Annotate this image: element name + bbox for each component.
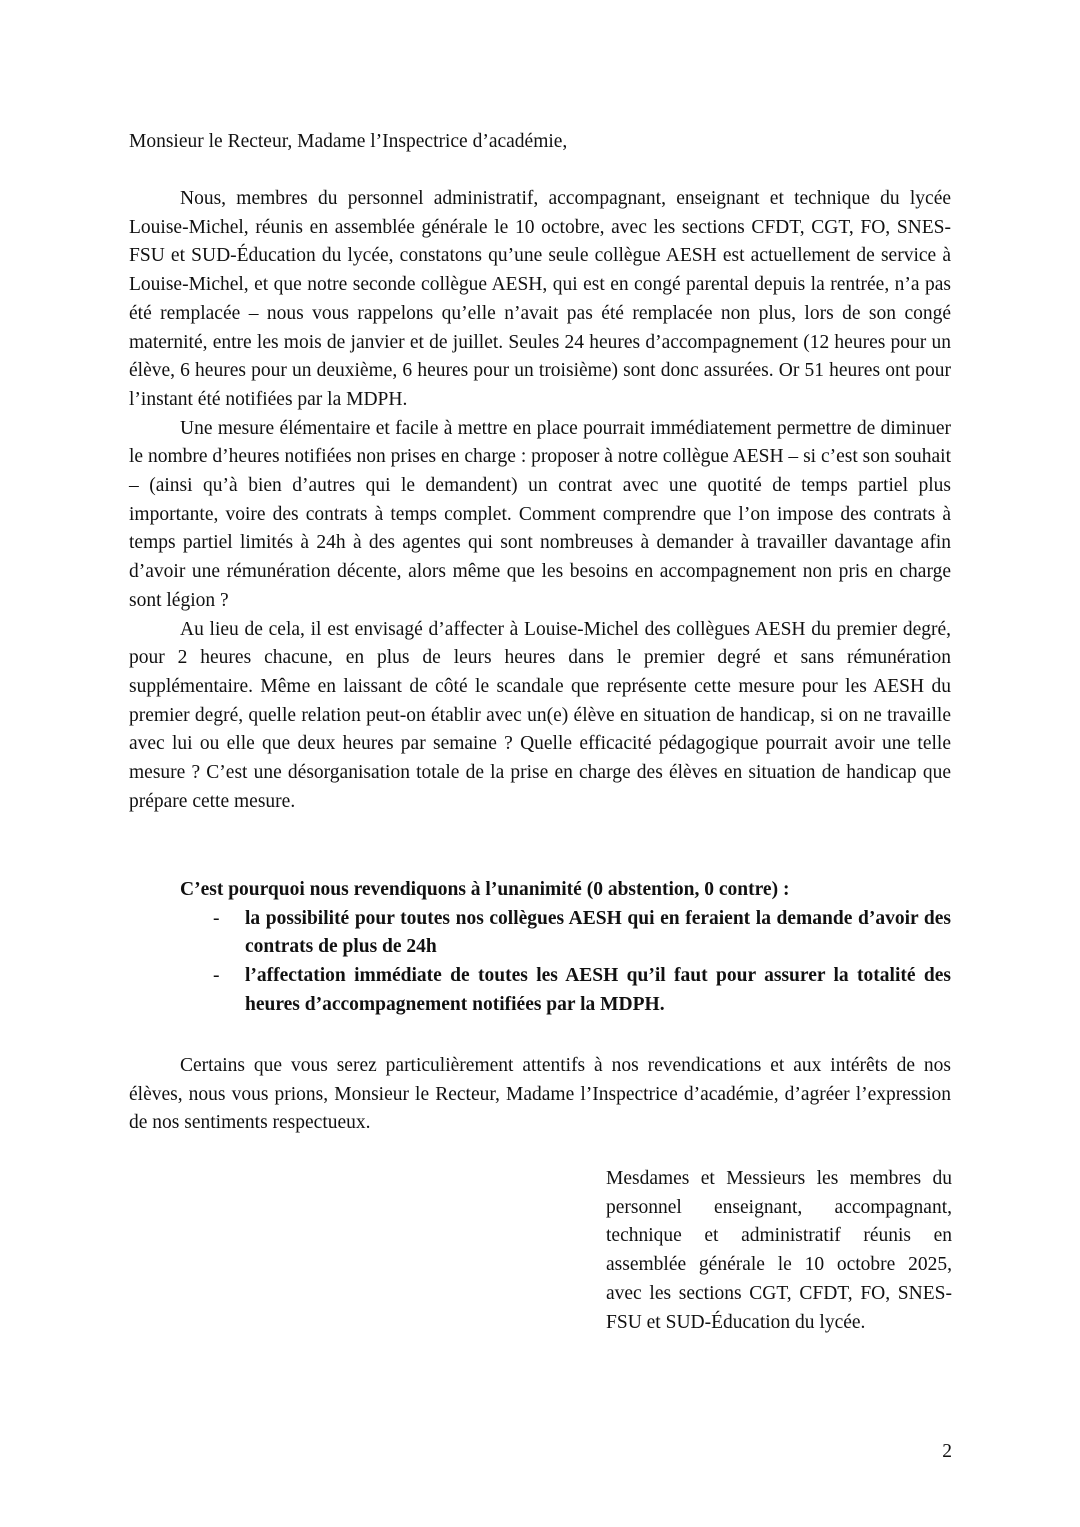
- demands-list: [129, 905, 951, 1020]
- demands-lead: C’est pourquoi nous revendiquons à l’unanimité (0 abstention, 0 contre) :: [180, 879, 790, 900]
- paragraph-situation: Nous, membres du personnel administratif, accompagnant, enseignant et technique du lycée Louise-Michel, réunis en assemblée générale le 10 octobre, avec les sections CFDT, CGT, FO, SNES-FSU et SUD-Éducation du lycée, constatons qu’une seule collègue AESH est actuellement de service à Louise-Michel, et que notre seconde collègue AESH, qui est en congé parental depuis la rentrée, n’a pas été remplacée – nous vous rappelons qu’elle n’avait pas été remplacée non plus, lors de son congé maternité, entre les mois de janvier et de juillet. Seules 24 heures d’accompagnement (12 heures pour un élève, 6 heures pour un deuxième, 6 heures pour un troisième) sont donc assurées. Or 51 heures ont pour l’instant été notifiées par la MDPH.: [129, 188, 951, 410]
- bullet-dash: -: [213, 965, 220, 987]
- paragraph-proposal: Une mesure élémentaire et facile à mettre en place pourrait immédiatement permettre de diminuer le nombre d’heures notifiées non prises en charge : proposer à notre collègue AESH – si c’est son souhait – (ainsi qu’à bien d’autres qui le demandent) un contrat avec une quotité de temps partiel plus importante, voire des contrats à temps complet. Comment comprendre que l’on impose des contrats à temps partiel limités à 24h à des agentes qui sont nombreuses à demander à travailler davantage afin d’avoir une rémunération décente, alors même que les besoins en accompagnement non pris en charge sont légion ?: [129, 417, 951, 611]
- closing-section: [129, 1052, 951, 1138]
- paragraph-objection: Au lieu de cela, il est envisagé d’affecter à Louise-Michel des collègues AESH du premier degré, pour 2 heures chacune, en plus de leurs heures dans le premier degré et sans rémunération supplémentaire. Même en laissant de côté le scandale que représente cette mesure pour les AESH du premier degré, quelle relation peut-on établir avec un(e) élève en situation de handicap, si on ne travaille avec lui ou elle que deux heures par semaine ? Quelle efficacité pédagogique pourrait avoir une telle mesure ? C’est une désorganisation totale de la prise en charge des élèves en situation de handicap que prépare cette mesure.: [129, 618, 951, 812]
- signature-block: Mesdames et Messieurs les membres du personnel enseignant, accompagnant, technique et administratif réunis en assemblée générale le 10 octobre 2025, avec les sections CGT, CFDT, FO, SNES-FSU et SUD-Éducation du lycée.: [606, 1168, 952, 1333]
- demand-item: [129, 905, 951, 962]
- demand-text: la possibilité pour toutes nos collègues AESH qui en feraient la demande d’avoir des contrats de plus de 24h: [245, 907, 951, 958]
- page-number: 2: [942, 1441, 952, 1462]
- salutation: Monsieur le Recteur, Madame l’Inspectrice d’académie,: [129, 131, 568, 152]
- bullet-dash: -: [213, 907, 220, 929]
- demand-text: l’affectation immédiate de toutes les AESH qu’il faut pour assurer la totalité des heures d’accompagnement notifiées par la MDPH.: [245, 965, 951, 1015]
- letter-body: [129, 185, 951, 816]
- demands-section: [129, 876, 951, 1020]
- closing-paragraph: Certains que vous serez particulièrement attentifs à nos revendications et aux intérêts de nos élèves, nous vous prions, Monsieur le Recteur, Madame l’Inspectrice d’académie, d’agréer l’expression de nos sentiments respectueux.: [129, 1055, 951, 1134]
- demand-item: [129, 962, 951, 1019]
